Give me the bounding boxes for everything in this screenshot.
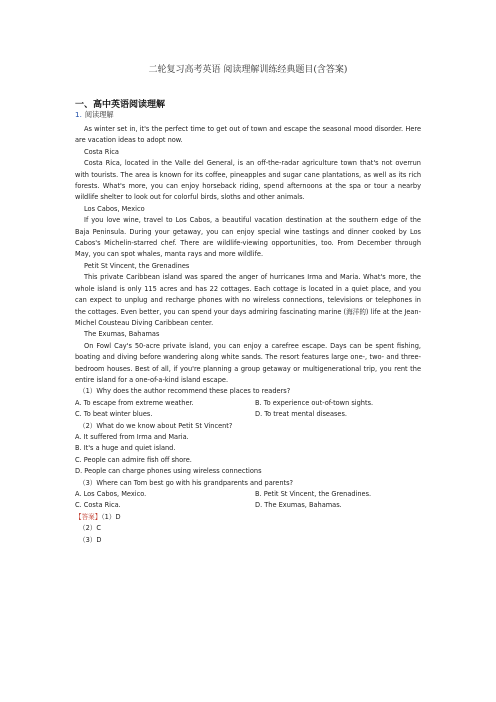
place-heading: Petit St Vincent, the Grenadines bbox=[84, 261, 190, 270]
place-paragraph: On Fowl Cay's 50-acre private island, you can enjoy a carefree escape. Days can be spent fishing, boating and diving before wandering along white sands. The resort features large one-, two- and three-bedroom houses. Best of all, if you're planning a group getaway or multigenerational trip, you rent the entire island for a one-of-a-kind island escape. bbox=[75, 341, 421, 384]
option: C. To beat winter blues. bbox=[75, 410, 153, 419]
subsection-label: 阅读理解 bbox=[84, 110, 114, 119]
subsection-heading bbox=[75, 110, 114, 120]
answer-1: （1）D bbox=[101, 512, 121, 521]
option-row bbox=[75, 489, 421, 500]
option-row bbox=[75, 500, 421, 511]
option: D. The Exumas, Bahamas. bbox=[255, 501, 342, 510]
option: B. It's a huge and quiet island. bbox=[75, 444, 176, 453]
place-paragraph: Costa Rica, located in the Valle del General, is an off-the-radar agriculture town that's not overrun with tourists. The area is known for its coffee, pineapples and sugar cane plantations, as well as its rich forests. What's more, you can enjoy horseback riding, spend afternoons at the spa or tour a nearby wildlife shelter to look out for colorful birds, sloths and other animals. bbox=[75, 159, 421, 202]
option-row bbox=[75, 398, 421, 409]
answer-3: （3）D bbox=[79, 535, 102, 544]
answer-label: 【答案】 bbox=[75, 512, 102, 521]
section-heading: 一、高中英语阅读理解 bbox=[75, 100, 166, 110]
question-stem: （2）What do we know about Petit St Vincent? bbox=[79, 421, 233, 430]
place-heading: Los Cabos, Mexico bbox=[84, 204, 145, 213]
answer-2: （2）C bbox=[79, 524, 101, 533]
passage-body bbox=[75, 124, 421, 546]
option: A. To escape from extreme weather. bbox=[75, 398, 194, 407]
option: D. People can charge phones using wireless connections bbox=[75, 467, 262, 476]
intro-paragraph: As winter set in, it's the perfect time to get out of town and escape the seasonal mood disorder. Here are vacation ideas to adopt now. bbox=[75, 125, 421, 145]
option: B. Petit St Vincent, the Grenadines. bbox=[255, 490, 372, 498]
question-stem: （1）Why does the author recommend these places to readers? bbox=[79, 387, 291, 396]
option-row bbox=[75, 409, 421, 420]
place-heading: Costa Rica bbox=[84, 147, 119, 156]
option: C. Costa Rica. bbox=[75, 501, 121, 510]
question-stem: （3）Where can Tom best go with his grandparents and parents? bbox=[79, 478, 294, 487]
answer-line bbox=[75, 512, 421, 523]
option: B. To experience out-of-town sights. bbox=[255, 398, 374, 407]
option: A. It suffered from Irma and Maria. bbox=[75, 432, 189, 441]
place-paragraph: This private Caribbean island was spared the anger of hurricanes Irma and Maria. What's more, the whole island is only 115 acres and has 22 cottages. Each cottage is located in a quiet place, and you can expect to unplug and recharge phones with no wireless connections, televisions or telephones in the cottages. Even better, you can spend your days admiring fascinating marine (海洋的) life at the Jean-Michel Cousteau Diving Caribbean center. bbox=[75, 273, 421, 327]
option: D. To treat mental diseases. bbox=[255, 410, 348, 419]
place-paragraph: If you love wine, travel to Los Cabos, a beautiful vacation destination at the southern edge of the Baja Peninsula. During your getaway, you can enjoy special wine tastings and dinner cooked by Los Cabos's Michelin-starred chef. There are wildlife-viewing opportunities, too. From December through May, you can spot whales, manta rays and more wildlife. bbox=[75, 216, 421, 259]
place-heading: The Exumas, Bahamas bbox=[84, 330, 160, 339]
subsection-number: 1. bbox=[75, 110, 82, 119]
option: A. Los Cabos, Mexico. bbox=[75, 490, 147, 498]
document-title: 二轮复习高考英语 阅读理解训练经典题目(含答案) bbox=[148, 65, 348, 75]
option: C. People can admire fish off shore. bbox=[75, 455, 192, 464]
